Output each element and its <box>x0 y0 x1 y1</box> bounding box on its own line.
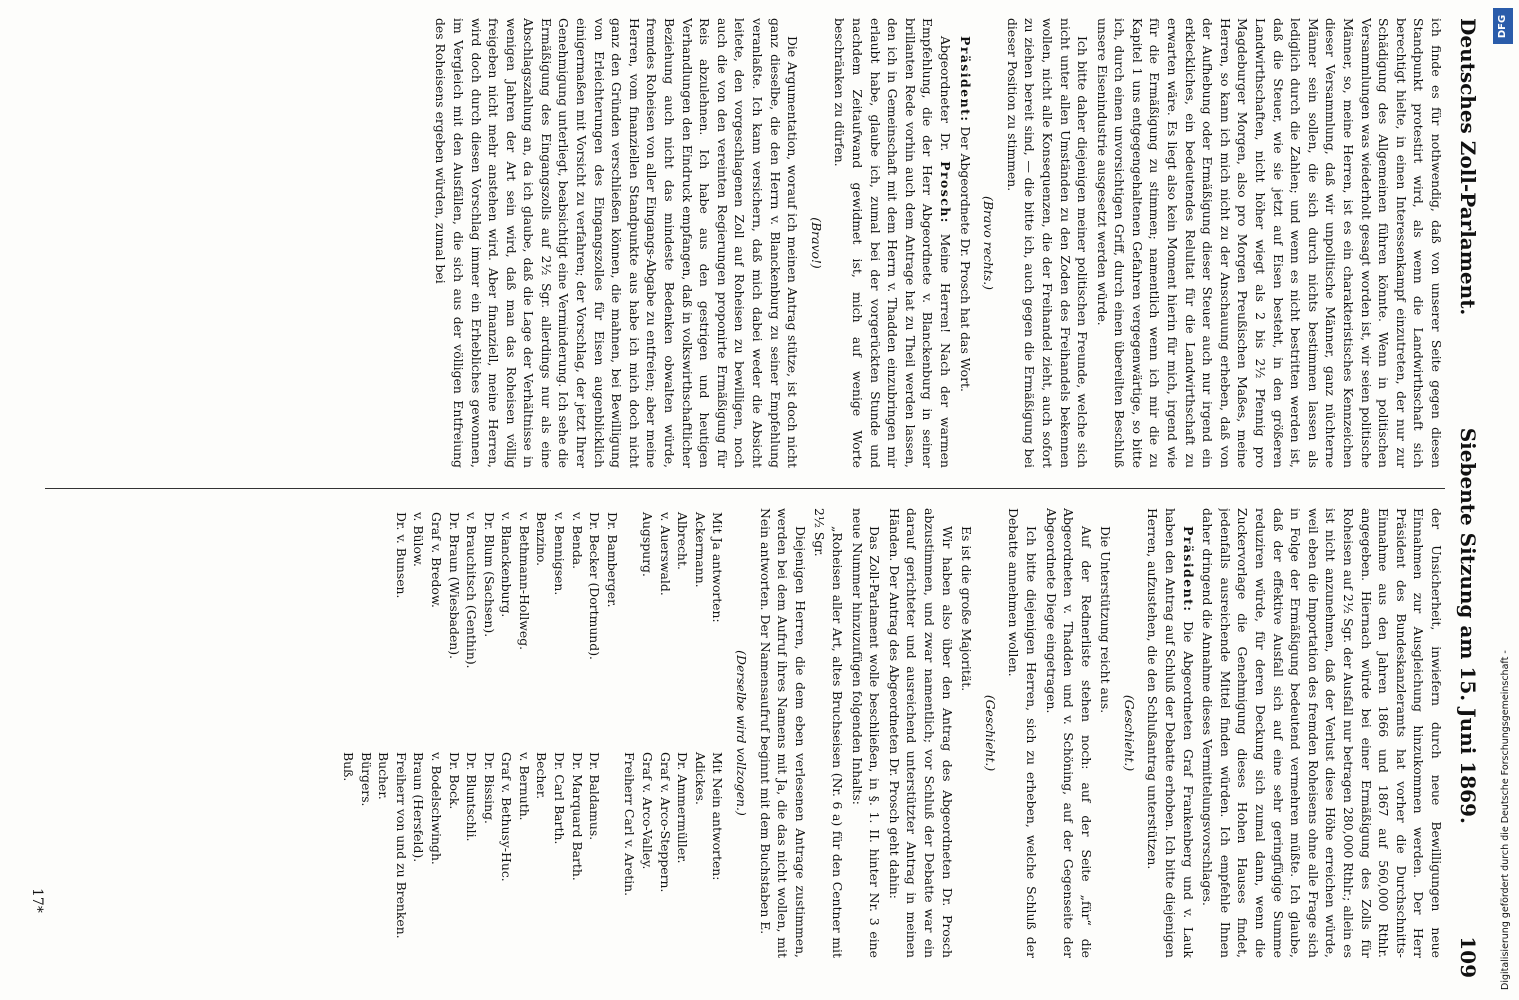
speech-text: Der Abgeordnete Dr. Prosch hat das Wort. <box>957 126 973 392</box>
vote-name: v. Bennigsen. <box>552 512 568 596</box>
header-center: Siebente Sitzung am 15. Juni 1869. <box>1456 427 1480 824</box>
dfg-logo: DFG <box>1493 8 1513 44</box>
stage-direction: (Bravo!) <box>808 217 824 269</box>
nein-vote-heading: Mit Nein antworten: <box>710 752 726 881</box>
vote-name: Dr. Marquard Barth. <box>569 752 585 881</box>
vote-name: v. Bodelschwingh. <box>428 752 444 865</box>
vote-name: Ackermann. <box>692 512 708 588</box>
speaker-label: Präsident: <box>1180 526 1196 613</box>
ja-vote-list <box>339 512 726 712</box>
vote-name <box>603 752 621 952</box>
paragraph: Die Unterstützung reicht aus. <box>1098 526 1114 714</box>
vote-name: Dr. Bluntschli. <box>464 752 480 842</box>
vote-name: Benzino. <box>534 512 550 567</box>
vote-name: Graf v. Bethusy-Huc. <box>499 752 515 882</box>
paragraph: Das Zoll-Parlament wolle beschließen, in §. 1. II. hinter Nr. 3 eine neue Nummer hinzuzufügen folgenden Inhalts: <box>849 508 883 958</box>
paragraph: Die Argumentation, worauf ich meinen Antrag stütze, ist doch nicht ganz dieselbe, die den Herrn v. Blanckenburg zu seiner Empfehlung veranlaßte. Ich kann versichern, daß mich dabei weder die Absicht leitete, den vorgeschlagenen Zoll auf Roheisen zu bewilligen, noch auch die von den vereinten Regierungen proponirte Ermäßigung für Reis abzulehnen. Ich habe aus den gestrigen und heutigen Verhandlungen den Eindruck empfangen, daß in volkswirthschaftlicher Beziehung auch nicht das mindeste Bedenken obwalten würde, fremdes Roheisen von aller Eingangs-Abgabe zu entfreien; aber meine Herren, vom finanziellen Standpunkte aus habe ich mich doch nicht ganz den Gründen verschließen können, die mahnen, bei Bewilligung von Erleichterungen des Eingangszolles für Eisen augenblicklich einigermaßen mit Vorsicht zu verfahren; der Vorschlag, der jetzt Ihrer Genehmigung unterliegt, beabsichtigt eine Verminderung. Ich sehe die Ermäßigung des Eingangszolls auf 2½ Sgr. allerdings nur als eine Abschlagszahlung an, da ich glaube, daß die Lage der Verhältnisse in wenigen Jahren der Art sein wird, daß man das Roheisen völlig freigeben nicht mehr anstehen wird. Aber finanziell, meine Herren, wird doch durch diesen Vorschlag immer ein Erhebliches gewonnen, im Vergleich mit den Ausfällen, die sich aus der völligen Entfreiung des Roheisens ergeben würden, zumal bei <box>433 18 801 468</box>
speaker-label: Präsident: <box>957 36 973 123</box>
vote-name: Dr. Bissing. <box>481 752 497 824</box>
vote-name: Graf v. Arco-Steppern. <box>657 752 673 893</box>
column-divider <box>45 488 1445 489</box>
right-column <box>25 508 1445 958</box>
stage-direction: (Geschieht.) <box>982 694 998 772</box>
vote-name: Buß. <box>340 752 356 782</box>
vote-name: Augspurg. <box>640 512 656 577</box>
vote-name: Dr. Blum (Sachsen). <box>481 512 497 638</box>
stage-direction: (Bravo rechts.) <box>981 196 997 290</box>
paragraph: Auf der Rednerliste stehen noch: auf der Seite „für“ die Abgeordneten v. Thadden und v. Schöning, auf der Gegenseite der Abgeordnete Diege eingetragen. <box>1043 508 1094 958</box>
speaker-paragraph <box>831 18 954 468</box>
vote-name: Dr. Ammermüller. <box>675 752 691 864</box>
vote-name: Dr. Bamberger. <box>604 512 620 608</box>
paragraph: Ich bitte diejenigen Herren, sich zu erheben, welche Schluß der Debatte annehmen wollen. <box>1006 508 1039 958</box>
vote-name: v. Bülow. <box>411 512 427 567</box>
vote-name: Albrecht. <box>675 512 691 570</box>
ja-vote-heading: Mit Ja antworten: <box>710 512 726 623</box>
speaker-label: Prosch: <box>937 161 953 224</box>
stage-direction: (Geschieht.) <box>1121 694 1137 772</box>
stage-direction: (Derselbe wird vollzogen.) <box>734 650 750 816</box>
speaker-paragraph <box>1144 508 1197 958</box>
paragraph: der Unsicherheit, inwiefern durch neue Bewilligungen neue Einnahmen zur Ausgleichung hinzukommen werden. Der Herr Präsident des Bundeskanzleramts hat vorher die Durchschnitts-Einnahme aus den Jahren 1866 und 1867 auf 560,000 Rthlr. angegeben. Hiernach würde bei einer Ermäßigung des Zolls für Roheisen auf 2½ Sgr. der Ausfall nur betragen 280,000 Rthlr.; allein es ist nicht anzunehmen, daß der Verlust diese Höhe erreichen würde, weil eben die Importation des fremden Roheisens ohne alle Frage sich in Folge der Ermäßigung bedeutend vermehren müßte. Ich glaube, daß der effektive Ausfall sich auf eine sehr geringfügige Summe reduziren würde, für deren Deckung sich zumal dann, wenn die Zuckervorlage die Genehmigung dieses Hohen Hauses findet, jedenfalls ausreichende Mittel finden würden. Ich empfehle Ihnen daher dringend die Annahme dieses Vermittelungsvorschlages. <box>1200 508 1444 958</box>
vote-name: v. Blanckenburg. <box>499 512 515 618</box>
page-header <box>1451 18 1485 978</box>
speech-text: Meine Herren! Nach der warmen Empfehlung, die der Herr Abgeordnete v. Blanckenburg in seiner brillanten Rede vorhin auch dem Antrage hat zu Theil werden lassen, den ich in Gemeinschaft mit dem Herrn v. Thadden einzubringen mir erlaubt habe, glaube ich, zumal bei der vorgerückten Stunde und nachdem Zeitaufwand gewidmet ist, mich auf wenige Worte beschränken zu dürfen. <box>832 18 953 468</box>
nein-vote-list <box>339 752 726 952</box>
vote-name: Bürgers. <box>358 752 374 807</box>
paragraph: „Roheisen aller Art, altes Bruchseisen (Nr. 6 a) für den Centner mit 2½ Sgr. <box>812 508 845 958</box>
paragraph: Diejenigen Herren, die dem eben verlesenen Antrage zustimmen, werden bei dem Aufruf ihres Namens mit Ja, die das nicht wollen, mit Nein antworten. Der Namensaufruf beginnt mit dem Buchstaben E. <box>757 508 808 958</box>
vote-name: Dr. Carl Barth. <box>552 752 568 845</box>
vote-name: Braun (Hersfeld). <box>411 752 427 863</box>
paragraph: Wir haben also über den Antrag des Abgeordneten Dr. Prosch abzustimmen, und zwar namentlich; vor Schluß der Debatte war ein darauf gerichteter und ausreichend unterstützter Antrag in meinen Händen. Der Antrag des Abgeordneten Dr. Prosch geht dahin: <box>886 508 955 958</box>
speech-text: Die Abgeordneten Graf Frankenberg und v. Lauk haben den Antrag auf Schluß der Debatte erhoben. Ich bitte diejenigen Herren, aufzustehen, die den Schlußantrag unterstützen. <box>1145 508 1196 958</box>
vote-name: Freiherr Carl v. Aretin. <box>622 752 638 897</box>
vote-name: v. Brauchitsch (Genthin). <box>464 512 480 669</box>
rotated-document-page <box>15 18 1485 978</box>
vote-name: Dr. Braun (Wiesbaden). <box>446 512 462 660</box>
signature-mark: 17* <box>29 888 45 913</box>
header-left: Deutsches Zoll-Parlament. <box>1456 18 1480 316</box>
vote-name: Bucher. <box>376 752 392 800</box>
page-number: 109 <box>1456 936 1480 978</box>
vote-name: Dr. Baldamus. <box>587 752 603 841</box>
vote-name: v. Benda. <box>569 512 585 570</box>
speaker-intro: Abgeordneter Dr. <box>937 36 953 152</box>
vote-name: v. Auerswald. <box>657 512 673 596</box>
vote-lists <box>339 512 726 958</box>
digitization-credit: Digitalisierung gefördert durch die Deutsche Forschungsgemeinschaft - <box>1500 650 1511 990</box>
vote-name: Graf v. Bredow. <box>428 512 444 608</box>
left-column <box>25 18 1445 468</box>
speaker-paragraph <box>956 18 974 468</box>
vote-name: Adickes. <box>692 752 708 805</box>
paragraph: Es ist die große Majorität. <box>959 526 975 692</box>
vote-name: Dr. Becker (Dortmund). <box>587 512 603 660</box>
vote-name: Graf v. Arco-Valley. <box>640 752 656 870</box>
vote-name <box>621 512 639 712</box>
paragraph: ich finde es für nothwendig, daß von unserer Seite gegen diesen Standpunkt protestirt wird, als wenn die Landwirthschaft sich berechtigt hielte, in einen Interessenkampf einzutreten, der nur zur Schädigung des Allgemeinen führen könnte. Wenn in politischen Versammlungen was wiederholt gesagt worden ist, wir seien politische Männer, so, meine Herren, ist es ein charakteristisches Kennzeichen dieser Versammlung, daß wir unpolitische Männer, ganz nüchterne Männer sein sollen, die sich durch nichts bestimmen lassen als lediglich durch die Zahlen; und wenn es nicht bestritten werden ist, daß die Steuer, wie sie jetzt auf Eisen besteht, in den größeren Landwirthschaften, nicht höher wiegt als 2 bis 2½ Pfennig pro Magdeburger Morgen, also pro Morgen Preußischen Maßes, meine Herren, so kann ich mich nicht zu der Anschauung erheben, daß von der Aufhebung oder Ermäßigung dieser Steuer auch nur irgend ein erkleckliches, ein bedeutendes Relultat für die Landwirthschaft zu erwarten wäre. Es liegt also kein Moment hierin für mich, irgend wie für die Ermäßigung zu stimmen; namentlich wenn ich mir die zu Kapitel 1 uns entgegengehaltenen Gefahren vergegenwärtige, so bitte ich, durch einen unvorsichtigen Griff, durch einen übereilten Beschluß unsere Eisenindustrie ausgesetzt werden würde. <box>1094 18 1444 468</box>
vote-name: v. Bernuth. <box>516 752 532 821</box>
vote-name: Dr. Bock. <box>446 752 462 810</box>
vote-name: Dr. v. Bunsen. <box>393 512 409 599</box>
paragraph: Ich bitte daher diejenigen meiner politischen Freunde, welche sich nicht unter allen Umständen zu den Zoden des Freihandels bekennen wollen, nicht alle Konsequenzen, die der Freihandel zieht, auch sofort zu ziehen bereit sind, — die bitte ich, auch gegen die Ermäßigung bei dieser Position zu stimmen. <box>1004 18 1091 468</box>
vote-name: v. Bethmann-Hollweg. <box>516 512 532 651</box>
vote-name: Becher. <box>534 752 550 800</box>
vote-name: Freiherr von und zu Brenken. <box>393 752 409 939</box>
